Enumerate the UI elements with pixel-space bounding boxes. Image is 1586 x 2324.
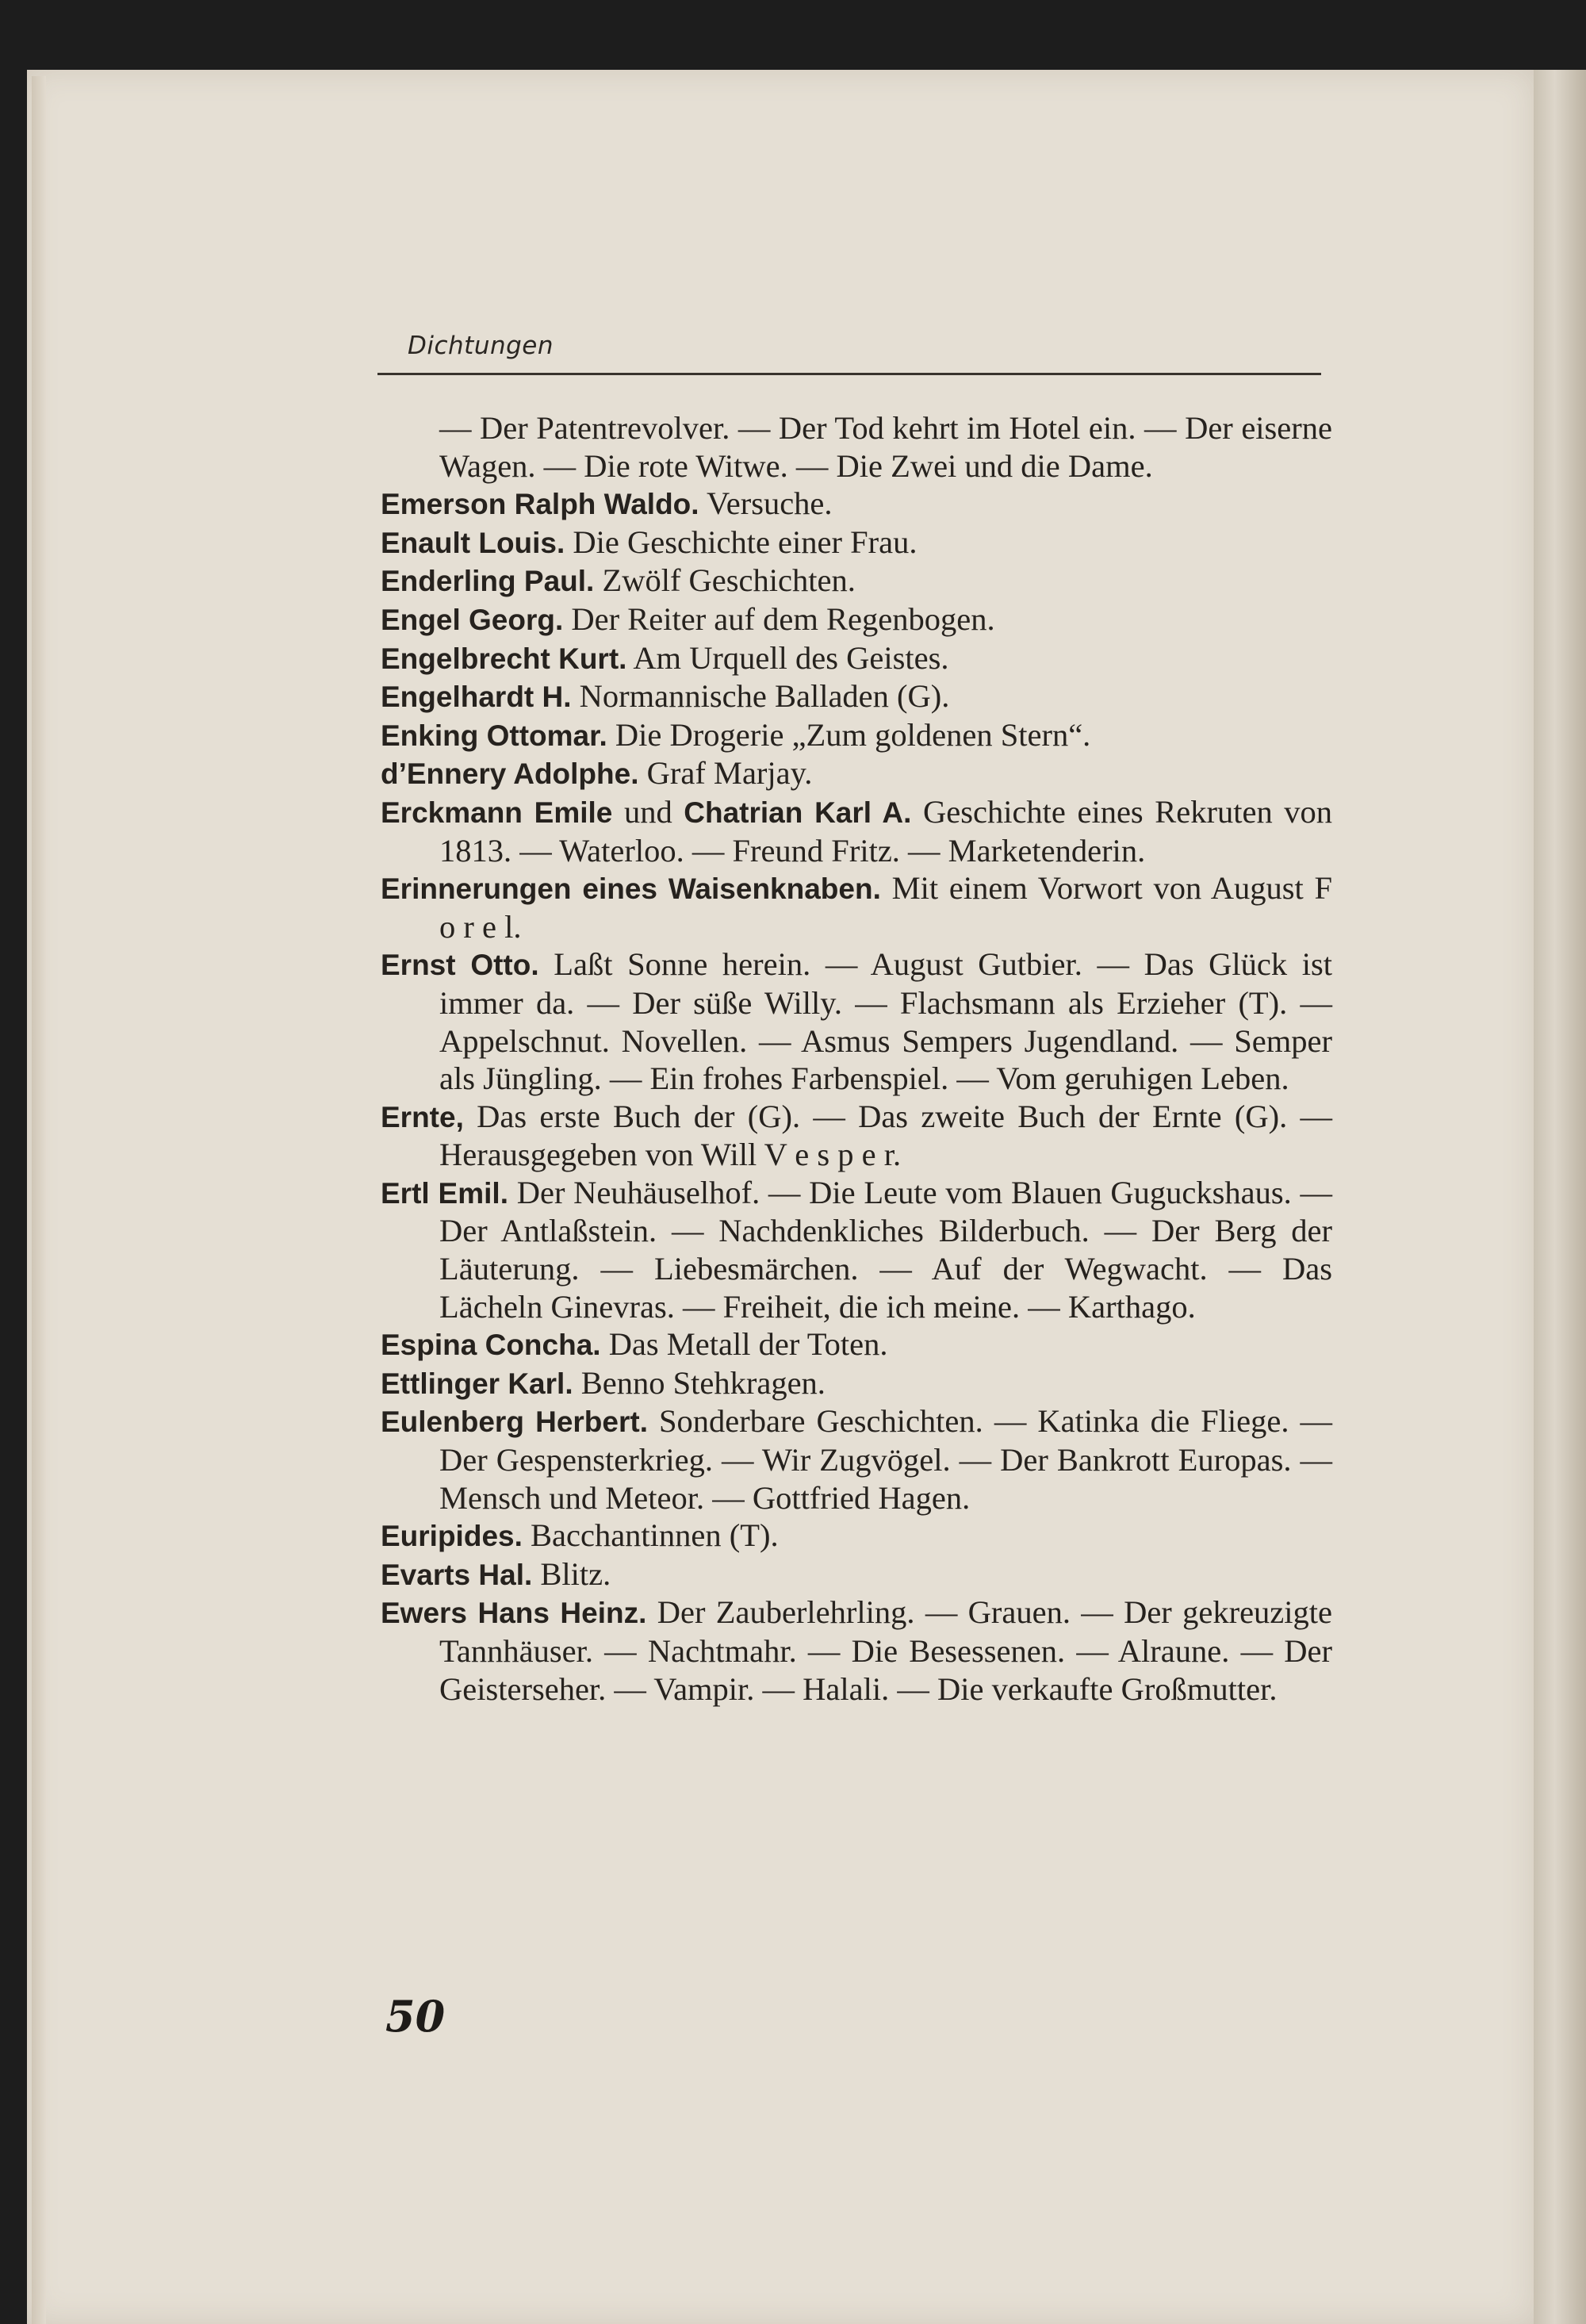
list-item — [381, 754, 1332, 793]
entry-author: Chatrian Karl A. — [684, 796, 912, 829]
entry-text: Bacchantinnen (T). — [531, 1517, 779, 1554]
entry-text: Der Reiter auf dem Regenbogen. — [571, 600, 995, 637]
entry-author: Espina Concha. — [381, 1329, 601, 1362]
list-item — [381, 600, 1332, 639]
entry-author: d’Ennery Adolphe. — [381, 757, 639, 791]
entry-text: Am Urquell des Geistes. — [633, 639, 949, 676]
entry-author: Enault Louis. — [381, 526, 565, 559]
list-item — [381, 1402, 1332, 1517]
facing-page-edge — [1534, 70, 1586, 2324]
entry-author: Emerson Ralph Waldo. — [381, 488, 699, 521]
entry-author: Engelbrecht Kurt. — [381, 642, 627, 675]
running-header: Dichtungen — [408, 332, 554, 360]
list-item — [381, 677, 1332, 716]
entry-author: Ernte, — [381, 1100, 464, 1133]
entry-author: Ernst Otto. — [381, 949, 539, 982]
entry-author: Eulenberg Herbert. — [381, 1406, 648, 1439]
list-item — [381, 1555, 1332, 1594]
list-item — [381, 409, 1332, 485]
entry-author: Erckmann Emile — [381, 796, 613, 829]
entry-text: Normannische Balladen (G). — [579, 678, 950, 715]
page-number: 50 — [385, 1991, 446, 2042]
entry-text: Der Zauberlehrling. — Grauen. — Der gekreuzigte Tannhäuser. — Nachtmahr. — Die Besessenen. — Alraune. — Der Geisterseher. — Vampir. — Halali. — Die verkaufte Großmutter. — [439, 1594, 1333, 1707]
entry-text: Das erste Buch der (G). — Das zweite Buch der Ernte (G). — Herausgegeben von Will V e s p e r. — [439, 1098, 1332, 1173]
entry-author: Enking Ottomar. — [381, 719, 607, 752]
list-item — [381, 945, 1332, 1097]
entry-text: Benno Stehkragen. — [580, 1364, 826, 1401]
entry-text: Die Drogerie „Zum goldenen Stern“. — [615, 716, 1091, 753]
entry-author: Enderling Paul. — [381, 565, 595, 598]
page-edge — [32, 76, 46, 2324]
list-item — [381, 1174, 1332, 1325]
entry-text: Der Neuhäuselhof. — Die Leute vom Blauen Guguckshaus. — Der Antlaßstein. — Nachdenkliches Bilderbuch. — Der Berg der Läuterung. — Liebesmärchen. — Auf der Wegwacht. — Das Lächeln Ginevras. — Freiheit, die ich meine. — Karthago. — [439, 1174, 1333, 1325]
entry-author: Erinnerungen eines Waisenknaben. — [381, 872, 881, 906]
entry-text: Sonderbare Geschichten. — Katinka die Fliege. — Der Gespensterkrieg. — Wir Zugvögel. — Der Bankrott Europas. — Mensch und Meteor. — Gottfried Hagen. — [439, 1403, 1332, 1516]
entry-author: Ettlinger Karl. — [381, 1367, 573, 1400]
list-item — [381, 1364, 1332, 1403]
entry-author: Ertl Emil. — [381, 1176, 508, 1210]
list-item — [381, 1098, 1332, 1174]
list-item — [381, 793, 1332, 869]
entry-text: Geschichte eines Rekruten von 1813. — Waterloo. — Freund Fritz. — Marketenderin. — [439, 793, 1333, 869]
entry-author: Engel Georg. — [381, 603, 564, 636]
entry-text: Graf Marjay. — [646, 755, 813, 792]
list-item — [381, 1325, 1332, 1364]
entry-author: Euripides. — [381, 1520, 523, 1553]
entry-text: Mit einem Vorwort von August F o r e l. — [439, 870, 1333, 945]
entry-author: Engelhardt H. — [381, 681, 572, 714]
entry-author: Evarts Hal. — [381, 1558, 533, 1591]
list-item — [381, 523, 1332, 562]
list-item — [381, 716, 1332, 755]
list-item — [381, 1517, 1332, 1555]
entry-text: Das Metall der Toten. — [608, 1326, 888, 1363]
header-rule — [377, 373, 1321, 375]
entry-text: Versuche. — [706, 485, 833, 522]
entry-text: — Der Patentrevolver. — Der Tod kehrt im Hotel ein. — Der eiserne Wagen. — Die rote Witwe. — Die Zwei und die Dame. — [439, 410, 1332, 484]
list-item — [381, 639, 1332, 678]
list-item — [381, 562, 1332, 600]
entry-text: Blitz. — [540, 1555, 611, 1592]
entry-text: Laßt Sonne herein. — August Gutbier. — Das Glück ist immer da. — Der süße Willy. — Flachsmann als Erzieher (T). — Appelschnut. Novellen. — Asmus Sempers Jugendland. — Semper als Jüngling. — Ein frohes Farbenspiel. — Vom geruhigen Leben. — [439, 946, 1333, 1097]
entry-conjunction: und — [623, 793, 672, 830]
entry-text: Die Geschichte einer Frau. — [573, 523, 918, 560]
list-item — [381, 869, 1332, 945]
list-item — [381, 485, 1332, 523]
list-item — [381, 1593, 1332, 1708]
entry-author: Ewers Hans Heinz. — [381, 1597, 647, 1630]
entry-list — [381, 409, 1332, 1708]
entry-text: Zwölf Geschichten. — [602, 562, 856, 599]
